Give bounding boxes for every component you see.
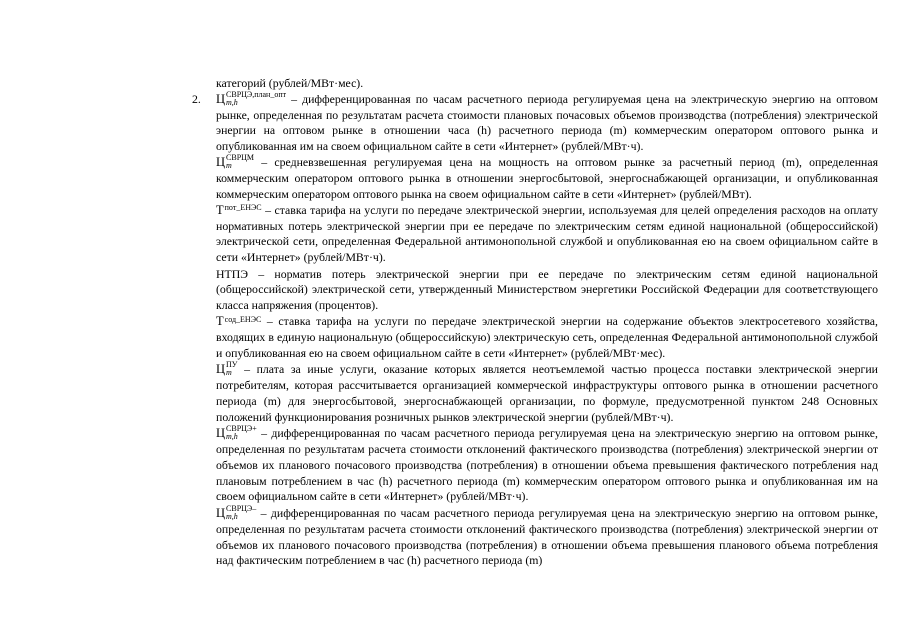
formula-symbol: Ц СВРЦЭ,план_опт m,h — [216, 89, 287, 107]
text-line-categories: категорий (рублей/МВт·мес). — [216, 76, 364, 90]
definition-svrcm: Ц СВРЦМ m – средневзвешенная регулируемая цена на мощность на оптовом рынке за расчетный период (m), определенная коммерческим оператором оптового рынка в отношении энергосбытовой, энергоснабжающей организации, и опубликованная коммерческим оператором оптового рынка на своем официальном сайте в сети «Интернет» (рублей/МВт). — [216, 152, 878, 201]
definition-t-sod-enes: Т сод_ЕНЭС – ставка тарифа на услуги по передаче электрической энергии на содержание объектов электросетевого хозяйства, входящих в единую национальную (общероссийскую) электрическую сеть, определенная Федеральной антимонопольной службой и опубликованная ею на своем официальном сайте в сети «Интернет» (рублей/МВт·мес). — [216, 314, 878, 360]
definition-svrce-minus: Ц СВРЦЭ– m,h – дифференцированная по часам расчетного периода регулируемая цена на электрическую энергию на оптовом рынке, определенная по результатам расчета стоимости отклонений фактического производства (потребления) электрической энергии от объемов их планового почасового производства (потребления) в отношении объема превышения планового объема потребления над фактическим потреблением в час (h) расчетного периода (m) — [216, 504, 878, 568]
formula-symbol: Ц ПУ m — [216, 360, 238, 378]
formula-symbol: Т пот_ЕНЭС — [216, 203, 262, 218]
definition-t-pot-enes: Т пот_ЕНЭС – ставка тарифа на услуги по передаче электрической энергии, используемая для целей определения расходов на оплату нормативных потерь электрической энергии при ее передаче по электрическим сетям единой национальной (общероссийской) электрической сети, определенная Федеральной антимонопольной службой и опубликованная ею на своем официальном сайте в сети «Интернет» (рублей/МВт·ч). — [216, 203, 878, 264]
definition-svrce-plan: Ц СВРЦЭ,план_опт m,h – дифференцированная по часам расчетного периода регулируемая цена на электрическую энергию на оптовом рынке, определенная по результатам расчета стоимости плановых почасовых объемов производства (потребления) электрической энергии на оптовом рынке в отношении часа (h) расчетного периода (m) коммерческим оператором оптового рынка и опубликованная им на своем официальном сайте в сети «Интернет» (рублей/МВт·ч). — [216, 89, 878, 154]
formula-symbol: Т сод_ЕНЭС — [216, 314, 262, 329]
formula-symbol: Ц СВРЦЭ+ m,h — [216, 424, 257, 442]
definition-pu: Ц ПУ m – плата за иные услуги, оказание которых является неотъемлемой частью процесса поставки электрической энергии потребителям, которая рассчитывается организацией коммерческой инфраструктуры оптового рынка в отношении расчетного периода (m) для энергосбытовой, энергоснабжающей организации, по формуле, предусмотренной пунктом 248 Основных положений функционирования розничных рынков электрической энергии (рублей/МВт·ч). — [216, 360, 878, 424]
formula-symbol: Ц СВРЦЭ– m,h — [216, 504, 257, 522]
document-body — [192, 76, 878, 569]
definition-svrce-plus: Ц СВРЦЭ+ m,h – дифференцированная по часам расчетного периода регулируемая цена на электрическую энергию на оптовом рынке, определенная по результатам расчета стоимости отклонений фактического производства (потребления) электрической энергии от объемов их планового почасового производства (потребления) в отношении объема превышения фактического потребления над плановым потреблением в час (h) расчетного периода (m) коммерческим оператором оптового рынка и опубликованная им на своем официальном сайте в сети «Интернет» (рублей/МВт·ч). — [216, 424, 878, 504]
list-number: 2. — [192, 91, 201, 106]
item-2 — [192, 89, 878, 155]
formula-symbol: Ц СВРЦМ m — [216, 152, 255, 170]
definition-ntpe: НТПЭ – норматив потерь электрической энергии при ее передаче по электрическим сетям единой национальной (общероссийской) электрической сети, утвержденный Министерством энергетики Российской Федерации для соответствующего класса напряжения (процентов). — [216, 266, 878, 312]
